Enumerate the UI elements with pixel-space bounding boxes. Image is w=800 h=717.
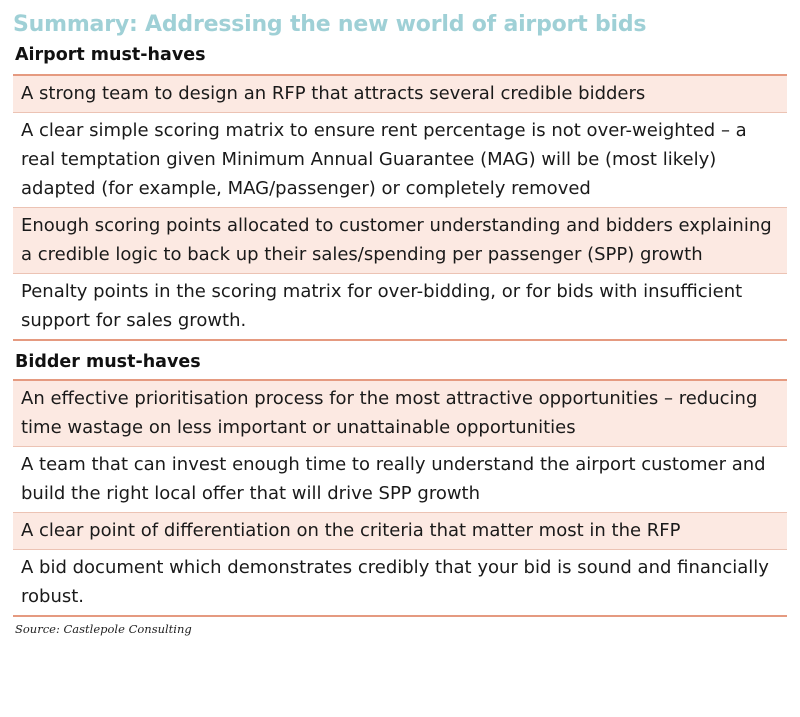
section-heading-bidder: Bidder must-haves: [15, 352, 201, 372]
bidder-must-haves-table: [13, 379, 787, 617]
table-row: A bid document which demonstrates credibly that your bid is sound and financially robust.: [21, 557, 769, 607]
table-row: Penalty points in the scoring matrix for over-bidding, or for bids with insufficient support for sales growth.: [21, 281, 743, 331]
table-row: A clear simple scoring matrix to ensure rent percentage is not over-weighted – a real temptation given Minimum Annual Guarantee (MAG) will be (most likely) adapted (for example, MAG/passenger) or completely removed: [13, 113, 787, 208]
section-heading-airport: Airport must-haves: [15, 45, 206, 65]
table-row: A team that can invest enough time to really understand the airport customer and build the right local offer that will drive SPP growth: [13, 447, 787, 513]
source-caption: Source: Castlepole Consulting: [15, 622, 192, 636]
table-row: Enough scoring points allocated to customer understanding and bidders explaining a credible logic to back up their sales/spending per passenger (SPP) growth: [13, 208, 787, 274]
table-row: A clear point of differentiation on the criteria that matter most in the RFP: [13, 513, 787, 550]
airport-must-haves-table: [13, 74, 787, 341]
table-row: An effective prioritisation process for the most attractive opportunities – reducing time wastage on less important or unattainable opportunities: [13, 381, 787, 447]
page-title: Summary: Addressing the new world of airport bids: [13, 12, 647, 37]
table-row: A strong team to design an RFP that attracts several credible bidders: [13, 76, 787, 113]
